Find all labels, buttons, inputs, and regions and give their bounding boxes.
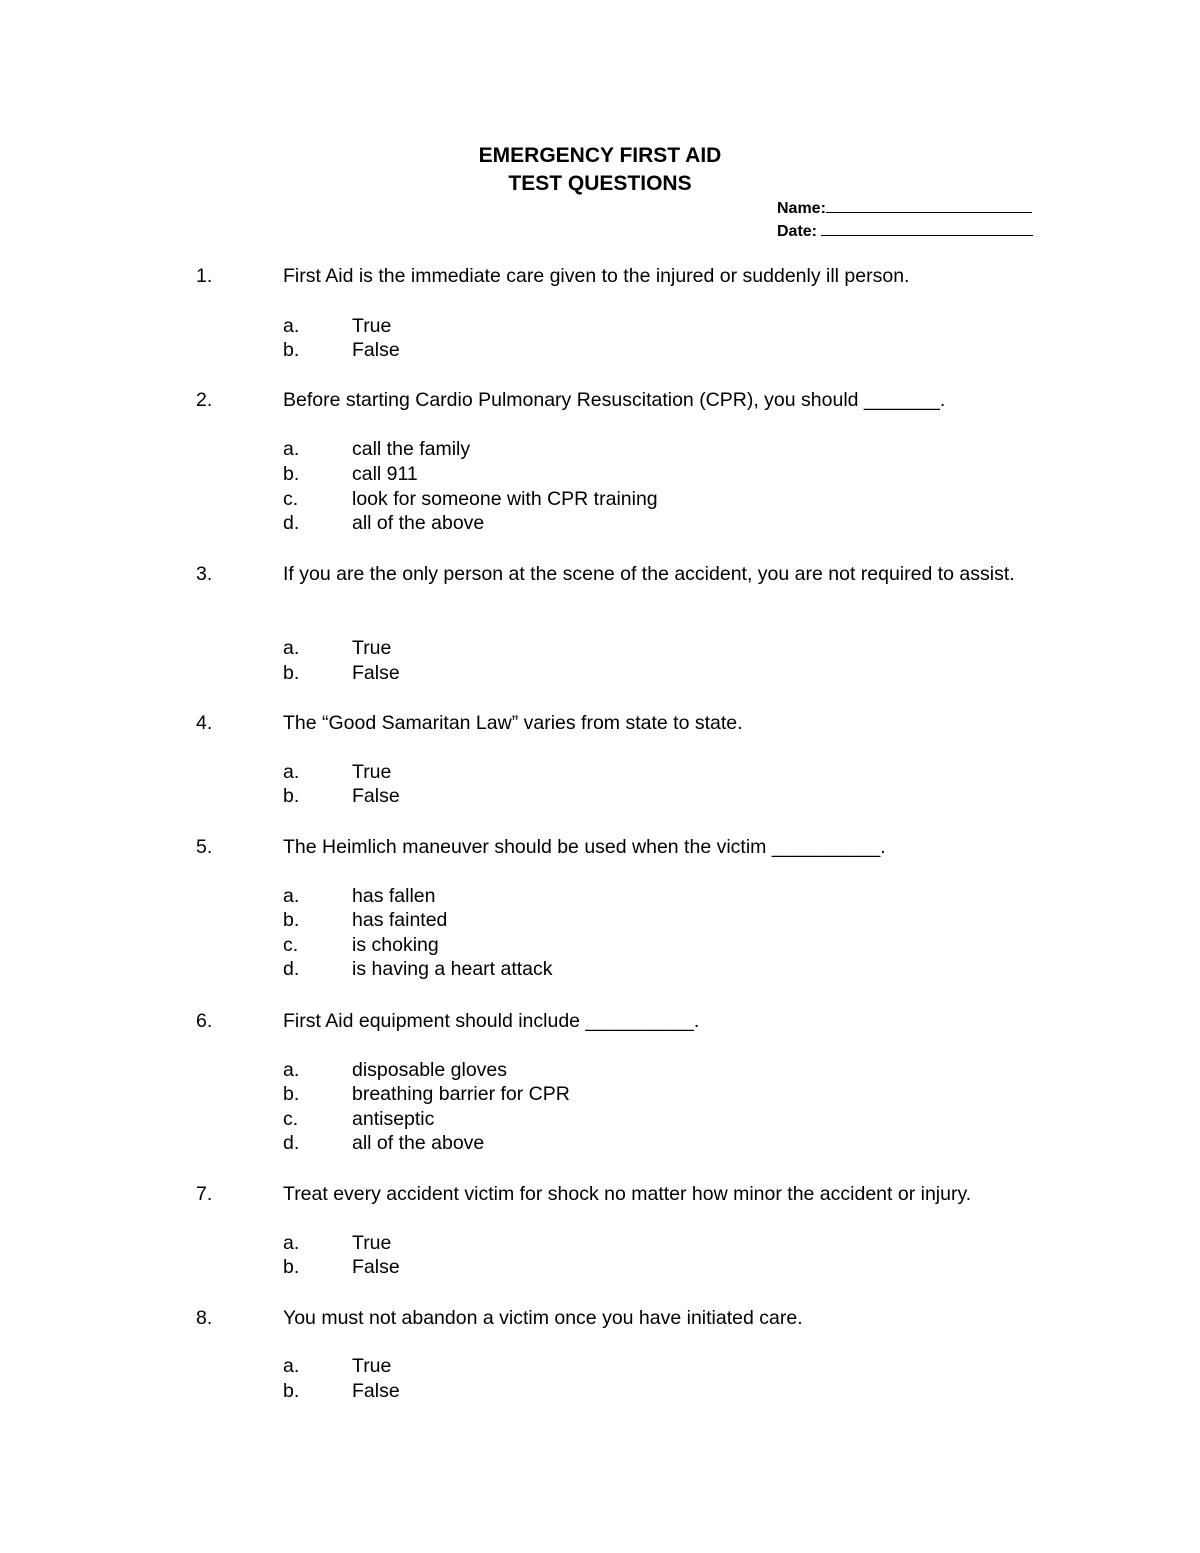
option-text: has fainted — [352, 909, 448, 931]
option-text: False — [352, 785, 400, 807]
date-blank-line[interactable] — [821, 220, 1033, 236]
question-text: If you are the only person at the scene of the accident, you are not required to assist. — [283, 563, 1015, 585]
option-text: True — [352, 1232, 392, 1254]
option-text: is choking — [352, 934, 439, 956]
option-letter: d. — [283, 1132, 300, 1154]
option-text: False — [352, 339, 400, 361]
option-letter: b. — [283, 339, 300, 361]
question-number: 7. — [196, 1183, 213, 1205]
option-letter: b. — [283, 1083, 300, 1105]
option-letter: c. — [283, 488, 299, 510]
option-letter: c. — [283, 934, 299, 956]
option-letter: d. — [283, 512, 300, 534]
option-text: call the family — [352, 438, 471, 460]
question-text: The “Good Samaritan Law” varies from state to state. — [283, 712, 743, 734]
option-letter: b. — [283, 1380, 300, 1402]
option-letter: a. — [283, 1059, 300, 1081]
question-number: 4. — [196, 712, 213, 734]
question-number: 5. — [196, 836, 213, 858]
option-text: look for someone with CPR training — [352, 488, 658, 510]
name-label: Name: — [777, 200, 826, 217]
option-letter: a. — [283, 1232, 300, 1254]
question-text: You must not abandon a victim once you have initiated care. — [283, 1307, 803, 1329]
question-number: 2. — [196, 389, 213, 411]
option-text: all of the above — [352, 512, 485, 534]
option-letter: a. — [283, 637, 300, 659]
option-letter: c. — [283, 1108, 299, 1130]
option-text: True — [352, 1355, 392, 1377]
name-field[interactable] — [777, 197, 1032, 219]
question-number: 6. — [196, 1010, 213, 1032]
option-text: False — [352, 662, 400, 684]
option-letter: a. — [283, 315, 300, 337]
option-letter: b. — [283, 785, 300, 807]
option-letter: a. — [283, 885, 300, 907]
question-text: First Aid is the immediate care given to the injured or suddenly ill person. — [283, 265, 910, 287]
option-letter: b. — [283, 662, 300, 684]
date-label: Date: — [777, 223, 818, 240]
option-text: False — [352, 1256, 400, 1278]
option-text: True — [352, 315, 392, 337]
option-text: disposable gloves — [352, 1059, 508, 1081]
option-letter: d. — [283, 958, 300, 980]
option-text: False — [352, 1380, 400, 1402]
option-letter: a. — [283, 438, 300, 460]
name-blank-line[interactable] — [826, 197, 1032, 213]
date-field[interactable] — [777, 220, 1033, 242]
question-number: 1. — [196, 265, 213, 287]
option-text: is having a heart attack — [352, 958, 553, 980]
document-subtitle: TEST QUESTIONS — [508, 172, 692, 195]
question-text: Treat every accident victim for shock no matter how minor the accident or injury. — [283, 1183, 972, 1205]
option-letter: a. — [283, 761, 300, 783]
option-text: True — [352, 637, 392, 659]
question-text: First Aid equipment should include __________. — [283, 1010, 700, 1032]
question-text: Before starting Cardio Pulmonary Resuscitation (CPR), you should _______. — [283, 389, 946, 411]
option-letter: b. — [283, 909, 300, 931]
option-text: breathing barrier for CPR — [352, 1083, 570, 1105]
option-text: all of the above — [352, 1132, 485, 1154]
option-letter: b. — [283, 463, 300, 485]
question-number: 8. — [196, 1307, 213, 1329]
question-text: The Heimlich maneuver should be used when the victim __________. — [283, 836, 886, 858]
option-text: antiseptic — [352, 1108, 435, 1130]
option-letter: b. — [283, 1256, 300, 1278]
option-text: has fallen — [352, 885, 436, 907]
document-title: EMERGENCY FIRST AID — [478, 144, 722, 167]
option-letter: a. — [283, 1355, 300, 1377]
question-number: 3. — [196, 563, 213, 585]
option-text: True — [352, 761, 392, 783]
option-text: call 911 — [352, 463, 418, 485]
